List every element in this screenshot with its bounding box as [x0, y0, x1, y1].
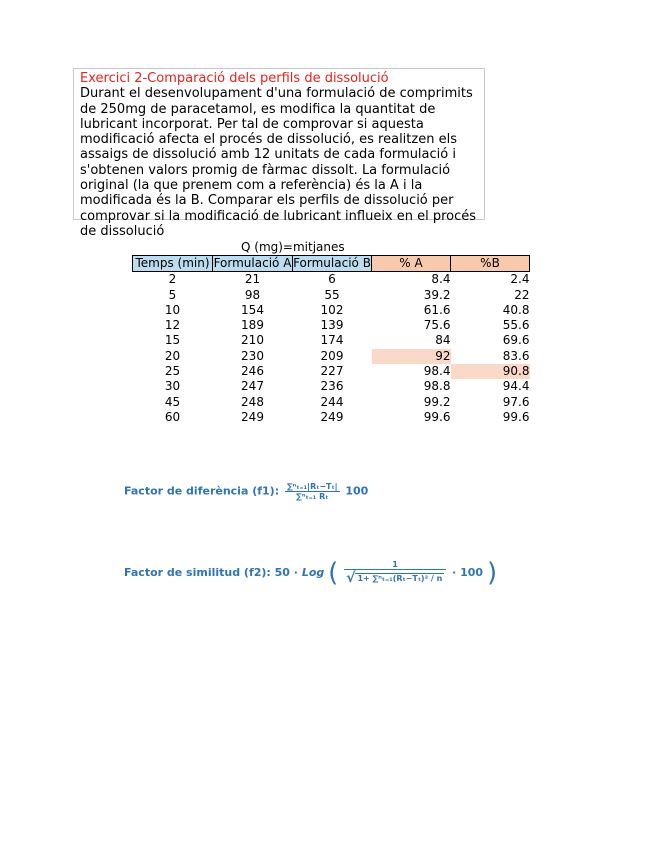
table-caption: Q (mg)=mitjanes — [241, 240, 345, 254]
cell-formulacio-b: 244 — [320, 394, 344, 409]
header-formulacio-b: Formulació B — [293, 256, 371, 270]
formula-f2-denominator — [344, 570, 446, 586]
cell-percent-b: 40.8 — [502, 302, 530, 317]
table-row — [133, 364, 530, 379]
formula-f1 — [124, 482, 368, 512]
cell-percent-b: 97.6 — [502, 394, 530, 409]
dissolution-table — [132, 255, 530, 425]
table-row — [133, 318, 530, 333]
cell-formulacio-b: 6 — [328, 272, 336, 287]
formula-f1-denominator: ∑ⁿₜ₌₁ Rₜ — [296, 492, 329, 501]
cell-percent-b: 69.6 — [502, 333, 530, 348]
formula-f1-suffix: 100 — [345, 484, 369, 498]
cell-percent-a: 99.2 — [423, 394, 451, 409]
cell-formulacio-a: 21 — [244, 272, 261, 287]
table-row — [133, 349, 530, 364]
cell-percent-b: 55.6 — [502, 318, 530, 333]
cell-formulacio-b: 236 — [320, 379, 344, 394]
cell-percent-b-highlighted: 90.8 — [451, 364, 530, 379]
cell-formulacio-a: 247 — [241, 379, 264, 394]
open-paren-icon: ( — [328, 558, 339, 588]
formula-f2-log: Log — [301, 566, 325, 579]
formula-f1-numerator: ∑ⁿₜ₌₁|Rₜ−Tₜ| — [286, 482, 338, 491]
formula-f1-label: Factor de diferència (f1): — [124, 484, 280, 498]
sqrt-icon: √ — [346, 570, 356, 586]
formula-f2-numerator: 1 — [344, 560, 446, 570]
table-row — [133, 395, 530, 410]
cell-temps: 2 — [168, 272, 177, 287]
cell-formulacio-b: 227 — [320, 364, 344, 379]
cell-percent-a: 98.8 — [423, 379, 451, 394]
formula-f2-fraction — [344, 560, 446, 586]
cell-temps: 60 — [164, 409, 181, 424]
table-header-row — [133, 256, 530, 272]
header-percent-a: % A — [372, 256, 451, 272]
cell-percent-a: 84 — [435, 333, 451, 348]
table-row — [133, 272, 530, 288]
cell-percent-a: 75.6 — [423, 318, 451, 333]
table-row — [133, 303, 530, 318]
header-percent-b: %B — [451, 256, 530, 272]
header-temps: Temps (min) — [133, 256, 213, 272]
cell-formulacio-a: 154 — [241, 302, 264, 317]
cell-temps: 30 — [164, 379, 181, 394]
formula-f2-suffix: · 100 — [452, 566, 484, 579]
formula-f2 — [124, 558, 497, 598]
cell-percent-b: 94.4 — [502, 379, 530, 394]
exercise-line: comprovar si la modificació de lubricant influeix en el procés — [80, 208, 477, 224]
cell-formulacio-b: 102 — [320, 302, 344, 317]
cell-temps: 10 — [164, 302, 181, 317]
exercise-title: Exercici 2-Comparació dels perfils de dissolució — [80, 71, 389, 86]
cell-formulacio-b: 209 — [320, 348, 344, 363]
cell-percent-a: 98.4 — [423, 364, 451, 379]
exercise-line: assaigs de dissolució amb 12 unitats de cada formulació i — [80, 147, 456, 163]
cell-percent-a: 39.2 — [423, 287, 451, 302]
cell-percent-b: 99.6 — [502, 409, 530, 424]
cell-percent-a: 61.6 — [423, 302, 451, 317]
cell-formulacio-b: 249 — [320, 409, 344, 424]
exercise-line: original (la que prenem com a referència) és la A i la — [80, 178, 423, 194]
cell-percent-a-highlighted: 92 — [372, 349, 451, 364]
cell-formulacio-a: 246 — [241, 364, 264, 379]
cell-formulacio-a: 210 — [241, 333, 264, 348]
cell-formulacio-a: 249 — [241, 409, 264, 424]
table-row — [133, 333, 530, 348]
table-row — [133, 379, 530, 394]
cell-percent-a: 99.6 — [423, 409, 451, 424]
exercise-line: modificació afecta el procés de dissolució, es realitzen els — [80, 132, 457, 148]
formula-f1-fraction — [285, 482, 340, 501]
formula-f2-label: Factor de similitud (f2): 50 · — [124, 566, 298, 579]
cell-formulacio-b: 139 — [320, 318, 344, 333]
cell-temps: 12 — [164, 318, 181, 333]
cell-temps: 25 — [164, 364, 181, 379]
cell-formulacio-b: 174 — [320, 333, 344, 348]
cell-percent-a: 8.4 — [431, 272, 451, 287]
cell-temps: 5 — [168, 287, 177, 302]
cell-percent-b: 22 — [514, 287, 530, 302]
cell-formulacio-a: 248 — [241, 394, 264, 409]
exercise-line: modificada és la B. Comparar els perfils de dissolució per — [80, 193, 454, 209]
exercise-line: s'obtenen valors promig de fàrmac dissolt. La formulació — [80, 162, 451, 178]
cell-formulacio-a: 189 — [241, 318, 264, 333]
table-row — [133, 410, 530, 425]
close-paren-icon: ) — [486, 558, 498, 588]
exercise-line: lubricant incorporat. Per tal de comprovar si aquesta — [80, 116, 424, 132]
cell-percent-b: 2.4 — [510, 272, 530, 287]
exercise-line: de 250mg de paracetamol, es modifica la quantitat de — [80, 101, 436, 117]
exercise-line: Durant el desenvolupament d'una formulació de comprimits — [80, 86, 473, 102]
cell-formulacio-b: 55 — [324, 287, 340, 302]
cell-formulacio-a: 230 — [241, 348, 264, 363]
cell-temps: 15 — [164, 333, 181, 348]
header-formulacio-a: Formulació A — [213, 256, 292, 270]
formula-f2-radicand: 1+ ∑ⁿₜ₌₁(Rₜ−Tₜ)² / n — [357, 574, 443, 583]
exercise-line: de dissolució — [80, 223, 165, 239]
cell-temps: 20 — [164, 348, 181, 363]
cell-formulacio-a: 98 — [244, 287, 261, 302]
exercise-text — [80, 71, 490, 239]
cell-temps: 45 — [164, 394, 181, 409]
table-row — [133, 288, 530, 303]
cell-percent-b: 83.6 — [502, 348, 530, 363]
